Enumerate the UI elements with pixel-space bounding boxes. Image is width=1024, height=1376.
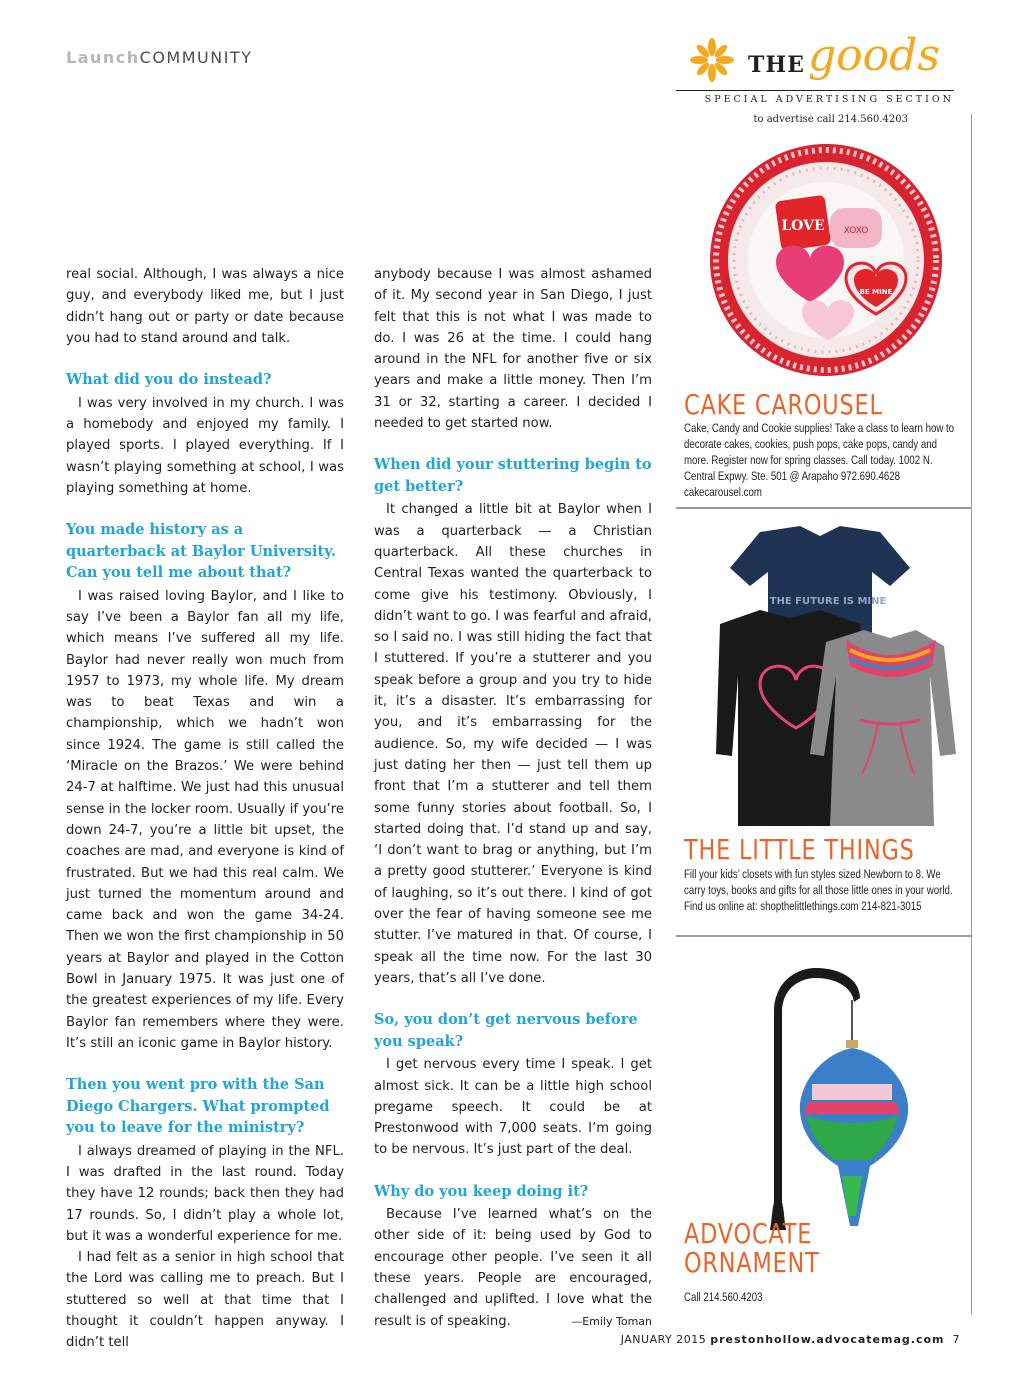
cookie-plate-image xyxy=(706,142,946,382)
shirt-graphic-text: THE FUTURE IS MINE xyxy=(769,596,887,607)
article-paragraph: real social. Although, I was always a nice guy, and everybody liked me, but I just didn’t hang out or party or date because you had to stand around and talk. xyxy=(66,267,344,346)
article-column-2 xyxy=(374,264,652,1332)
article-paragraph xyxy=(374,1204,652,1332)
article-paragraph: I was raised loving Baylor, and I like to say I’ve been a Baylor fan all my life, which means I’ve suffered all my life. Baylor had never really won much from 1957 to 1973, my whole life. My dream was to beat Texas and win a championship, which we hadn’t won since 1924. The game is still called the ‘Miracle on the Brazos.’ We were behind 24-7 at halftime. We just had this unusual sense in the locker room. Usually if you’re down 24-7, you’re a little bit upset, the coaches are mad, and everyone is kind of frustrated. But we had this real calm. We just turned the momentum around and came back and won the game 34-24. Then we won the first championship in 50 years at Baylor and played in the Cotton Bowl in January 1975. It was just one of the greatest experiences of my life. Every Baylor fan remembers where they were. It’s still an iconic game in Baylor history. xyxy=(66,588,344,1051)
article-paragraph: I was very involved in my church. I was a homebody and enjoyed my family. I played sports. I played everything. If I wasn’t playing something at school, I was playing something at home. xyxy=(66,395,344,496)
cookie-text-be-mine: BE MINE xyxy=(859,288,893,296)
footer-site: prestonhollow.advocatemag.com xyxy=(710,1333,945,1346)
question-heading: When did your stuttering begin to get better? xyxy=(374,456,652,495)
advertise-phone: to advertise call 214.560.4203 xyxy=(753,114,908,125)
goods-sidebar xyxy=(676,114,976,1314)
divider xyxy=(676,90,954,91)
question-heading: So, you don’t get nervous before you speak? xyxy=(374,1011,638,1050)
article-text: Because I’ve learned what’s on the other side of it: being used by God to encourage other people. I’ve seen it all these years. People are encouraged, challenged and uplifted. I love what the result is of speaking. xyxy=(374,1207,652,1329)
sidebar-vertical-rule xyxy=(971,114,972,1314)
ad-text-advocate-ornament: Call 214.560.4203 xyxy=(684,1290,763,1304)
page-number: 7 xyxy=(952,1333,960,1346)
the-goods-logo xyxy=(676,30,954,94)
ad-title-the-little-things: THE LITTLE THINGS xyxy=(684,833,915,866)
section-name: COMMUNITY xyxy=(139,48,253,67)
section-label xyxy=(66,48,252,67)
question-heading: What did you do instead? xyxy=(66,371,272,389)
question-heading: You made history as a quarterback at Baylor University. Can you tell me about that? xyxy=(66,521,336,582)
ad-title-advocate-ornament-line1: ADVOCATE xyxy=(684,1217,813,1250)
logo-the: THE xyxy=(748,52,805,78)
footer-month: JANUARY 2015 xyxy=(620,1333,707,1346)
cookie-text-love: LOVE xyxy=(781,218,825,234)
ad-title-advocate-ornament-line2: ORNAMENT xyxy=(684,1246,820,1279)
logo-goods: goods xyxy=(808,30,940,81)
article-paragraph: anybody because I was almost ashamed of it. My second year in San Diego, I just felt that this is not what I was made to do. I was 26 at the time. I could hang around in the NFL for another five or six years and make a little money. Then I’m 31 or 32, starting a career. I decided I needed to get started now. xyxy=(374,267,652,432)
ad-title-cake-carousel: CAKE CAROUSEL xyxy=(684,388,883,421)
article-paragraph: It changed a little bit at Baylor when I was a quarterback — a Christian quarterback. All these churches in Central Texas wanted the quarterback to come give his testimony. Obviously, I didn’t want to go. I was fearful and afraid, so I said no. I was still hiding the fact that I stuttered. If you’re a stutterer and you speak before a group and you try to hide it, it’s a disaster. It’s embarrassing for you, and it’s embarrassing for the audience. So, my wife decided — I was just dating her then — just tell them up front that I’m a stutterer and tell them some funny stories about football. So, I started doing that. I’d stand up and say, ‘I don’t want to brag or anything, but I’m a pretty good stutterer.’ Everyone is kind of laughing, so it’s out there. I kind of got over the fear of having someone see me stutter. I’ve matured in that. Of course, I speak all the time now. For the last 30 years, that’s all I’ve done. xyxy=(374,502,652,986)
article-column-1 xyxy=(66,264,344,1354)
kids-clothing-image xyxy=(700,524,960,840)
article-paragraph: I always dreamed of playing in the NFL. I was drafted in the last round. Today they have 12 rounds; back then they had 17 rounds. So, I didn’t play a whole lot, but it was a wonderful experience for me. xyxy=(66,1143,344,1244)
article-paragraph: I get nervous every time I speak. I get almost sick. It can be a little high school pregame speech. It could be at Prestonwood with 7,000 seats. I’m going to be nervous. It’s just part of the deal. xyxy=(374,1057,652,1158)
article-paragraph: I had felt as a senior in high school that the Lord was calling me to preach. But I stuttered so well at that time that I thought it couldn’t happen anyway. I didn’t tell xyxy=(66,1250,344,1351)
ad-text-the-little-things: Fill your kids’ closets with fun styles sized Newborn to 8. We carry toys, books and gifts for all those little ones in your world. Find us online at: shopthelittlethings.com 214-821-3015 xyxy=(684,867,953,913)
section-prefix: Launch xyxy=(66,48,140,67)
ad-divider xyxy=(676,507,972,509)
page-footer xyxy=(600,1333,960,1346)
ornament-image xyxy=(756,964,916,1234)
special-advertising-label: SPECIAL ADVERTISING SECTION xyxy=(704,94,954,105)
ad-text-cake-carousel: Cake, Candy and Cookie supplies! Take a class to learn how to decorate cakes, cookies, push pops, cake pops, candy and more. Register now for spring classes. Call today. 1002 N. Central Expwy. Ste. 501 @ Arapaho 972.690.4628 cakecarousel.com xyxy=(684,421,955,499)
asterisk-flower-icon xyxy=(690,38,734,82)
question-heading: Why do you keep doing it? xyxy=(374,1182,589,1200)
cookie-text-xoxo: XOXO xyxy=(843,226,869,236)
question-heading: Then you went pro with the San Diego Chargers. What prompted you to leave for the ministry? xyxy=(66,1076,330,1137)
ad-divider xyxy=(676,935,972,937)
byline: —Emily Toman xyxy=(571,1314,652,1328)
